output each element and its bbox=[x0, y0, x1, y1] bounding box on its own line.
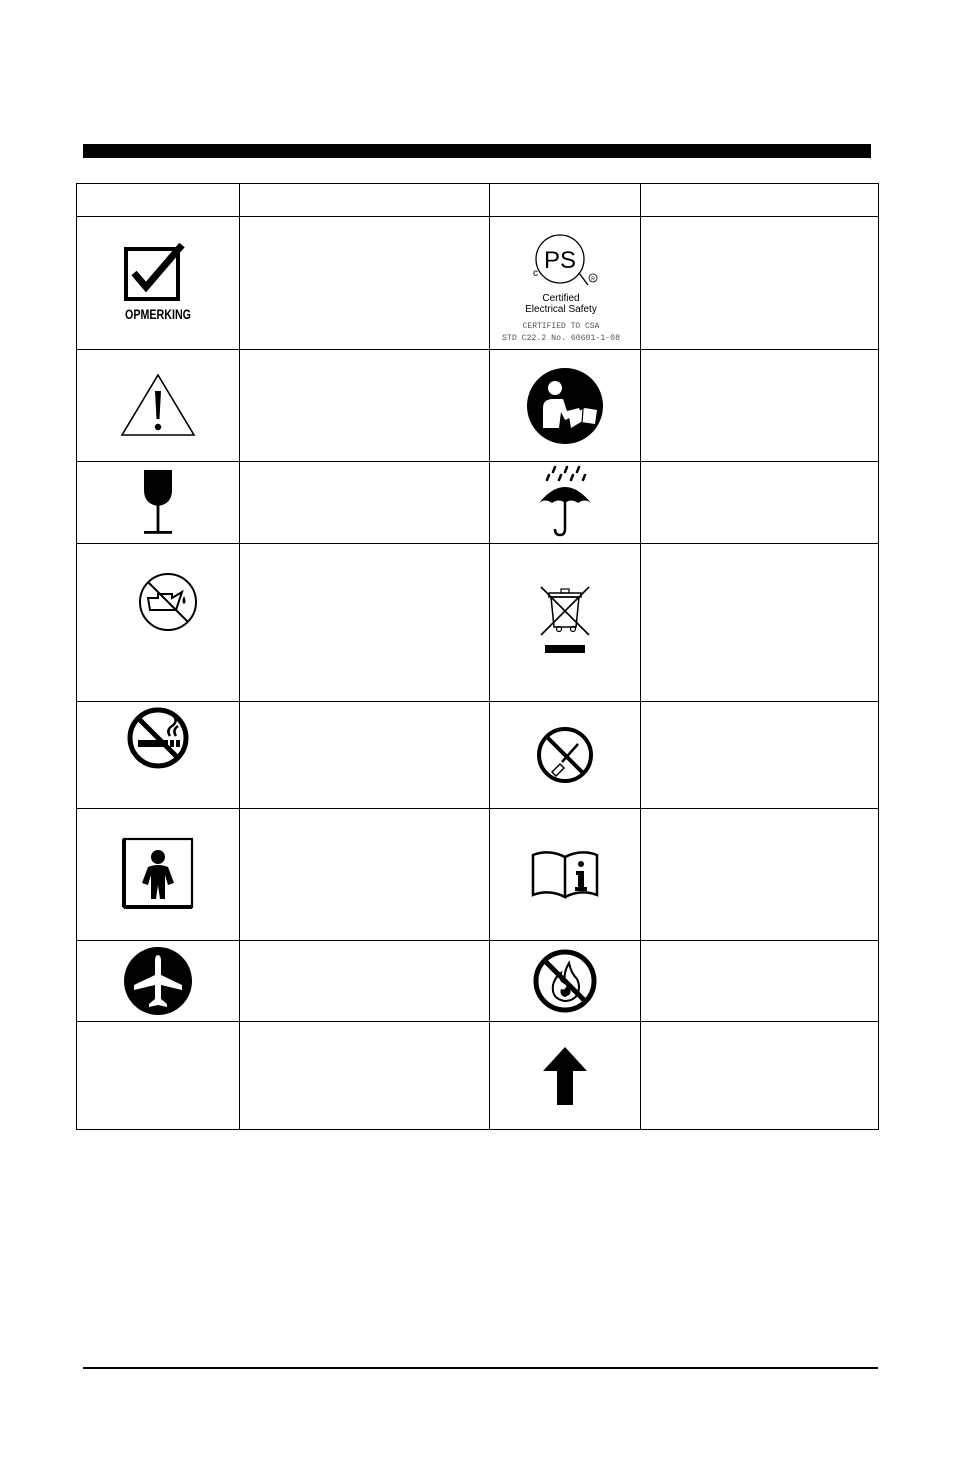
table-row bbox=[77, 809, 879, 941]
csa-registered-mark: R bbox=[591, 276, 595, 283]
symbol-cell bbox=[77, 941, 240, 1022]
description-cell bbox=[641, 1022, 879, 1130]
note-label: OPMERKING bbox=[125, 305, 192, 322]
header-cell-symbol-right bbox=[490, 184, 641, 217]
description-cell bbox=[240, 809, 490, 941]
description-cell bbox=[240, 702, 490, 809]
description-cell bbox=[641, 702, 879, 809]
read-manual-icon bbox=[525, 366, 605, 446]
weee-crossed-bin-icon bbox=[535, 583, 595, 663]
no-open-flame-icon bbox=[529, 945, 601, 1017]
symbol-cell bbox=[490, 462, 641, 544]
this-side-up-arrow-icon bbox=[535, 1041, 595, 1111]
table-row bbox=[77, 462, 879, 544]
symbol-cell bbox=[77, 809, 240, 941]
description-cell bbox=[641, 462, 879, 544]
symbol-cell bbox=[490, 1022, 641, 1130]
symbol-cell bbox=[490, 702, 641, 809]
description-cell bbox=[240, 544, 490, 702]
symbol-cell bbox=[77, 544, 240, 702]
no-tools-icon bbox=[530, 720, 600, 790]
description-cell bbox=[240, 217, 490, 350]
header-cell-symbol-left bbox=[77, 184, 240, 217]
symbol-cell bbox=[77, 217, 240, 350]
no-smoking-icon bbox=[118, 702, 198, 778]
table-row bbox=[77, 941, 879, 1022]
symbol-cell bbox=[77, 1022, 240, 1130]
table-row bbox=[77, 217, 879, 350]
symbol-cell bbox=[490, 941, 641, 1022]
csa-c-mark: c bbox=[533, 268, 538, 279]
symbol-cell bbox=[77, 350, 240, 462]
description-cell bbox=[641, 809, 879, 941]
footer-rule bbox=[83, 1367, 878, 1369]
table-row bbox=[77, 1022, 879, 1130]
description-cell bbox=[641, 350, 879, 462]
csa-line-3: CERTIFIED TO CSA bbox=[522, 322, 600, 331]
note-check-icon bbox=[118, 241, 198, 326]
keep-dry-umbrella-icon bbox=[535, 465, 595, 540]
symbols-table bbox=[76, 183, 879, 1130]
description-cell bbox=[641, 544, 879, 702]
csa-line-4: STD C22.2 No. 60601-1-08 bbox=[502, 334, 621, 343]
csa-line-2: Electrical Safety bbox=[525, 304, 597, 315]
warning-triangle-icon bbox=[118, 371, 198, 441]
table-row bbox=[77, 350, 879, 462]
description-cell bbox=[641, 941, 879, 1022]
description-cell bbox=[641, 217, 879, 350]
airplane-icon bbox=[122, 945, 194, 1017]
operating-instructions-icon bbox=[525, 845, 605, 905]
table-row bbox=[77, 544, 879, 702]
description-cell bbox=[240, 941, 490, 1022]
symbol-cell bbox=[77, 702, 240, 809]
description-cell bbox=[240, 462, 490, 544]
header-cell-description-right bbox=[641, 184, 879, 217]
symbol-cell bbox=[490, 544, 641, 702]
type-bf-applied-part-icon bbox=[118, 835, 198, 915]
symbol-cell bbox=[490, 350, 641, 462]
fragile-glass-icon bbox=[138, 468, 178, 538]
symbol-cell bbox=[490, 217, 641, 350]
no-oil-icon bbox=[78, 544, 238, 644]
table-header-row bbox=[77, 184, 879, 217]
csa-ps-mark: PS bbox=[543, 247, 577, 274]
csa-certified-icon bbox=[495, 223, 635, 343]
symbol-cell bbox=[490, 809, 641, 941]
description-cell bbox=[240, 350, 490, 462]
table-row bbox=[77, 702, 879, 809]
header-cell-description-left bbox=[240, 184, 490, 217]
symbol-cell bbox=[77, 462, 240, 544]
description-cell bbox=[240, 1022, 490, 1130]
header-bar bbox=[83, 144, 871, 158]
csa-line-1: Certified bbox=[542, 293, 580, 304]
